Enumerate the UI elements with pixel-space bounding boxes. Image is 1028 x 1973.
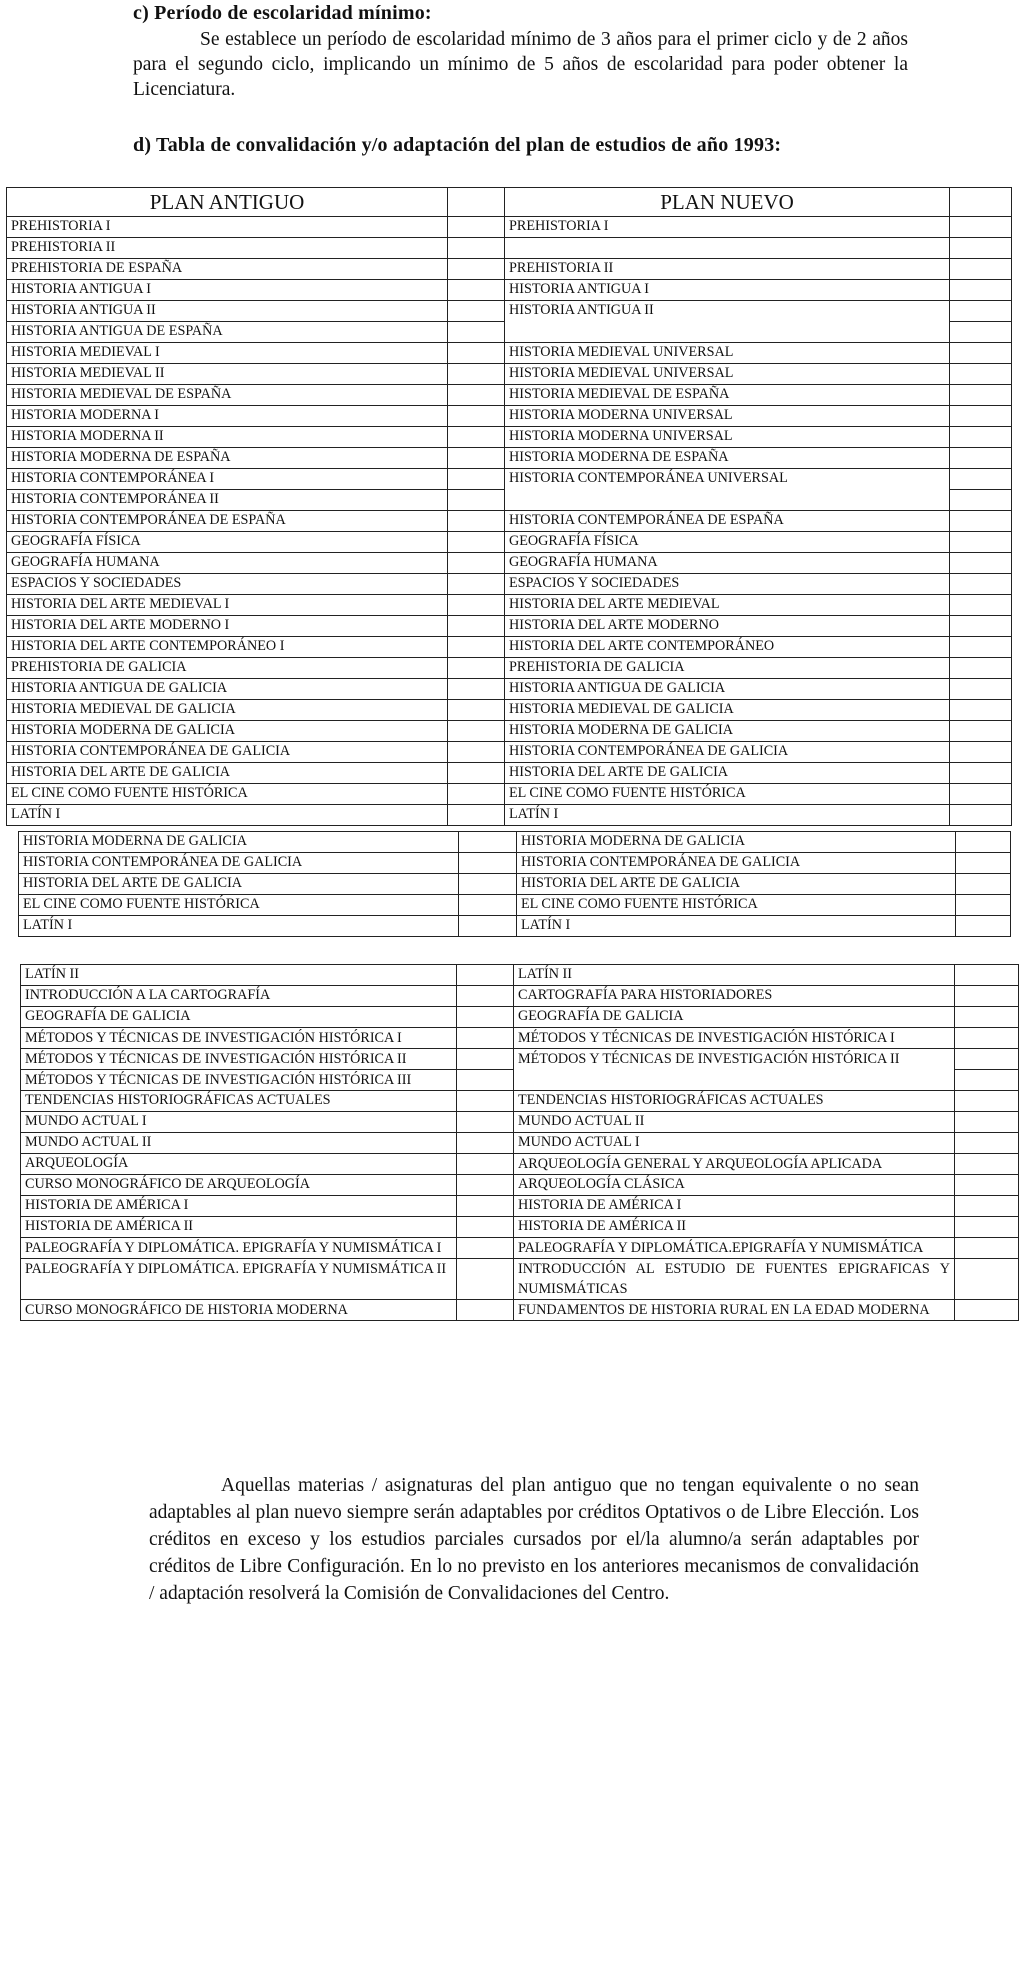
table-row [21, 1049, 1019, 1070]
table-row [19, 853, 1011, 874]
blank-cell [955, 1175, 1019, 1196]
header-blank-cell [448, 188, 505, 217]
blank-cell [955, 1238, 1019, 1259]
old-subject: LATÍN I [19, 916, 459, 937]
new-subject: FUNDAMENTOS DE HISTORIA RURAL EN LA EDAD MODERNA [514, 1300, 955, 1321]
blank-cell [457, 1259, 514, 1300]
new-subject: LATÍN II [514, 965, 955, 986]
table-row [21, 1154, 1019, 1175]
blank-cell [448, 490, 505, 511]
blank-cell [448, 742, 505, 763]
blank-cell [457, 1217, 514, 1238]
new-subject: ARQUEOLOGÍA CLÁSICA [514, 1175, 955, 1196]
old-subject: HISTORIA DEL ARTE DE GALICIA [19, 874, 459, 895]
old-subject: HISTORIA DE AMÉRICA I [21, 1196, 457, 1217]
blank-cell [457, 1238, 514, 1259]
old-subject: HISTORIA DEL ARTE DE GALICIA [7, 763, 448, 784]
old-subject: INTRODUCCIÓN A LA CARTOGRAFÍA [21, 986, 457, 1007]
blank-cell [950, 805, 1012, 826]
blank-cell [950, 448, 1012, 469]
blank-cell [459, 832, 517, 853]
blank-cell [457, 1049, 514, 1070]
table-row [21, 965, 1019, 986]
blank-cell [457, 965, 514, 986]
table-row [7, 721, 1012, 742]
table-row [7, 763, 1012, 784]
old-subject: PREHISTORIA DE GALICIA [7, 658, 448, 679]
old-subject: HISTORIA ANTIGUA I [7, 280, 448, 301]
blank-cell [448, 784, 505, 805]
table-row [21, 1175, 1019, 1196]
blank-cell [955, 1259, 1019, 1300]
table-row [7, 259, 1012, 280]
blank-cell [457, 1175, 514, 1196]
old-subject: HISTORIA CONTEMPORÁNEA II [7, 490, 448, 511]
table-row [19, 832, 1011, 853]
blank-cell [448, 574, 505, 595]
table-header-row [7, 188, 1012, 217]
old-subject: LATÍN II [21, 965, 457, 986]
blank-cell [459, 916, 517, 937]
blank-cell [950, 238, 1012, 259]
old-subject: PALEOGRAFÍA Y DIPLOMÁTICA. EPIGRAFÍA Y NUMISMÁTICA II [21, 1259, 457, 1300]
blank-cell [950, 574, 1012, 595]
blank-cell [448, 280, 505, 301]
blank-cell [457, 986, 514, 1007]
blank-cell [950, 322, 1012, 343]
blank-cell [457, 1300, 514, 1321]
blank-cell [950, 385, 1012, 406]
new-subject: PREHISTORIA DE GALICIA [505, 658, 950, 679]
convalidation-table-main [6, 187, 1012, 826]
blank-cell [457, 1070, 514, 1091]
old-subject: MUNDO ACTUAL I [21, 1112, 457, 1133]
new-subject: HISTORIA DEL ARTE MEDIEVAL [505, 595, 950, 616]
old-subject: HISTORIA CONTEMPORÁNEA DE GALICIA [7, 742, 448, 763]
new-subject: HISTORIA MODERNA DE GALICIA [517, 832, 956, 853]
blank-cell [448, 385, 505, 406]
blank-cell [950, 490, 1012, 511]
new-subject: HISTORIA MODERNA UNIVERSAL [505, 427, 950, 448]
old-subject: GEOGRAFÍA HUMANA [7, 553, 448, 574]
blank-cell [950, 742, 1012, 763]
old-subject: HISTORIA DEL ARTE CONTEMPORÁNEO I [7, 637, 448, 658]
blank-cell [448, 658, 505, 679]
blank-cell [950, 217, 1012, 238]
blank-cell [955, 965, 1019, 986]
blank-cell [448, 406, 505, 427]
table-row [19, 874, 1011, 895]
table-row [7, 385, 1012, 406]
table-row [7, 406, 1012, 427]
table-row [21, 1196, 1019, 1217]
new-subject: HISTORIA DE AMÉRICA I [514, 1196, 955, 1217]
blank-cell [950, 553, 1012, 574]
table-row [7, 511, 1012, 532]
old-subject: HISTORIA MODERNA II [7, 427, 448, 448]
new-subject [505, 238, 950, 259]
blank-cell [955, 1196, 1019, 1217]
blank-cell [950, 406, 1012, 427]
blank-cell [448, 721, 505, 742]
new-subject: GEOGRAFÍA HUMANA [505, 553, 950, 574]
table-row [19, 916, 1011, 937]
blank-cell [956, 832, 1011, 853]
header-plan-antiguo: PLAN ANTIGUO [7, 188, 448, 217]
blank-cell [448, 637, 505, 658]
blank-cell [448, 238, 505, 259]
blank-cell [448, 700, 505, 721]
old-subject: PREHISTORIA I [7, 217, 448, 238]
table-row [21, 1133, 1019, 1154]
old-subject: PALEOGRAFÍA Y DIPLOMÁTICA. EPIGRAFÍA Y NUMISMÁTICA I [21, 1238, 457, 1259]
old-subject: MUNDO ACTUAL II [21, 1133, 457, 1154]
old-subject: HISTORIA DEL ARTE MEDIEVAL I [7, 595, 448, 616]
table-row [7, 679, 1012, 700]
new-subject: ARQUEOLOGÍA GENERAL Y ARQUEOLOGÍA APLICADA [514, 1154, 955, 1175]
new-subject: EL CINE COMO FUENTE HISTÓRICA [517, 895, 956, 916]
new-subject: HISTORIA CONTEMPORÁNEA DE GALICIA [517, 853, 956, 874]
old-subject: HISTORIA CONTEMPORÁNEA DE GALICIA [19, 853, 459, 874]
blank-cell [448, 364, 505, 385]
table-row [7, 427, 1012, 448]
new-subject: GEOGRAFÍA FÍSICA [505, 532, 950, 553]
new-subject: HISTORIA MODERNA DE GALICIA [505, 721, 950, 742]
blank-cell [955, 1133, 1019, 1154]
old-subject: HISTORIA MEDIEVAL DE GALICIA [7, 700, 448, 721]
blank-cell [459, 853, 517, 874]
new-subject: MUNDO ACTUAL II [514, 1112, 955, 1133]
blank-cell [448, 469, 505, 490]
blank-cell [448, 427, 505, 448]
old-subject: HISTORIA MEDIEVAL I [7, 343, 448, 364]
new-subject: CARTOGRAFÍA PARA HISTORIADORES [514, 986, 955, 1007]
blank-cell [950, 679, 1012, 700]
blank-cell [448, 679, 505, 700]
header-plan-nuevo: PLAN NUEVO [505, 188, 950, 217]
table-row [7, 301, 1012, 322]
table-row [7, 448, 1012, 469]
blank-cell [448, 259, 505, 280]
blank-cell [457, 1007, 514, 1028]
new-subject: INTRODUCCIÓN AL ESTUDIO DE FUENTES EPIGRAFICAS Y NUMISMÁTICAS [514, 1259, 955, 1300]
old-subject: LATÍN I [7, 805, 448, 826]
table-row [21, 1238, 1019, 1259]
new-subject: GEOGRAFÍA DE GALICIA [514, 1007, 955, 1028]
new-subject: HISTORIA ANTIGUA DE GALICIA [505, 679, 950, 700]
old-subject: HISTORIA MEDIEVAL DE ESPAÑA [7, 385, 448, 406]
table-row [21, 1007, 1019, 1028]
section-c-body: Se establece un período de escolaridad mínimo de 3 años para el primer ciclo y de 2 años para el segundo ciclo, implicando un mínimo de 5 años de escolaridad para poder obtener la Licenciatura. [133, 29, 908, 100]
table-row [21, 1300, 1019, 1321]
blank-cell [950, 595, 1012, 616]
old-subject: EL CINE COMO FUENTE HISTÓRICA [19, 895, 459, 916]
table-row [7, 238, 1012, 259]
blank-cell [950, 511, 1012, 532]
blank-cell [950, 364, 1012, 385]
table-row [7, 217, 1012, 238]
old-subject: MÉTODOS Y TÉCNICAS DE INVESTIGACIÓN HISTÓRICA II [21, 1049, 457, 1070]
old-subject: GEOGRAFÍA FÍSICA [7, 532, 448, 553]
new-subject: PREHISTORIA I [505, 217, 950, 238]
new-subject: HISTORIA CONTEMPORÁNEA DE GALICIA [505, 742, 950, 763]
table-row [7, 364, 1012, 385]
table-row [21, 1259, 1019, 1300]
old-subject: HISTORIA DE AMÉRICA II [21, 1217, 457, 1238]
blank-cell [950, 616, 1012, 637]
blank-cell [950, 700, 1012, 721]
blank-cell [950, 343, 1012, 364]
table-row [7, 637, 1012, 658]
table-row [7, 658, 1012, 679]
closing-paragraph [149, 1472, 919, 1607]
table-row [7, 784, 1012, 805]
blank-cell [459, 895, 517, 916]
new-subject: HISTORIA DEL ARTE CONTEMPORÁNEO [505, 637, 950, 658]
old-subject: HISTORIA MEDIEVAL II [7, 364, 448, 385]
blank-cell [955, 986, 1019, 1007]
table-row [7, 595, 1012, 616]
blank-cell [955, 1112, 1019, 1133]
blank-cell [955, 1007, 1019, 1028]
new-subject: EL CINE COMO FUENTE HISTÓRICA [505, 784, 950, 805]
old-subject: MÉTODOS Y TÉCNICAS DE INVESTIGACIÓN HISTÓRICA III [21, 1070, 457, 1091]
new-subject: HISTORIA ANTIGUA I [505, 280, 950, 301]
old-subject: CURSO MONOGRÁFICO DE HISTORIA MODERNA [21, 1300, 457, 1321]
new-subject: HISTORIA DEL ARTE DE GALICIA [505, 763, 950, 784]
blank-cell [448, 553, 505, 574]
old-subject: PREHISTORIA DE ESPAÑA [7, 259, 448, 280]
new-subject: HISTORIA DEL ARTE MODERNO [505, 616, 950, 637]
new-subject: MÉTODOS Y TÉCNICAS DE INVESTIGACIÓN HISTÓRICA I [514, 1028, 955, 1049]
blank-cell [950, 427, 1012, 448]
new-subject: HISTORIA CONTEMPORÁNEA UNIVERSAL [505, 469, 950, 511]
blank-cell [956, 874, 1011, 895]
blank-cell [956, 853, 1011, 874]
old-subject: TENDENCIAS HISTORIOGRÁFICAS ACTUALES [21, 1091, 457, 1112]
old-subject: ARQUEOLOGÍA [21, 1154, 457, 1175]
table-row [7, 343, 1012, 364]
convalidation-table-continued [20, 964, 1019, 1321]
blank-cell [955, 1217, 1019, 1238]
old-subject: CURSO MONOGRÁFICO DE ARQUEOLOGÍA [21, 1175, 457, 1196]
old-subject: GEOGRAFÍA DE GALICIA [21, 1007, 457, 1028]
table-row [21, 986, 1019, 1007]
blank-cell [457, 1028, 514, 1049]
blank-cell [955, 1154, 1019, 1175]
new-subject: HISTORIA MODERNA DE ESPAÑA [505, 448, 950, 469]
table-row [21, 1112, 1019, 1133]
new-subject: HISTORIA MEDIEVAL DE GALICIA [505, 700, 950, 721]
table-row [7, 469, 1012, 490]
blank-cell [950, 280, 1012, 301]
blank-cell [448, 511, 505, 532]
old-subject: HISTORIA ANTIGUA DE ESPAÑA [7, 322, 448, 343]
convalidation-table-repeat [18, 831, 1011, 937]
blank-cell [950, 469, 1012, 490]
section-c-heading: c) Período de escolaridad mínimo: [133, 2, 432, 24]
old-subject: HISTORIA CONTEMPORÁNEA I [7, 469, 448, 490]
blank-cell [457, 1133, 514, 1154]
new-subject: HISTORIA DEL ARTE DE GALICIA [517, 874, 956, 895]
new-subject: HISTORIA MEDIEVAL UNIVERSAL [505, 364, 950, 385]
new-subject: LATÍN I [505, 805, 950, 826]
table-row [21, 1217, 1019, 1238]
new-subject: HISTORIA MEDIEVAL DE ESPAÑA [505, 385, 950, 406]
blank-cell [950, 784, 1012, 805]
blank-cell [448, 301, 505, 322]
blank-cell [950, 532, 1012, 553]
new-subject: HISTORIA CONTEMPORÁNEA DE ESPAÑA [505, 511, 950, 532]
new-subject: HISTORIA MEDIEVAL UNIVERSAL [505, 343, 950, 364]
blank-cell [955, 1049, 1019, 1070]
new-subject: TENDENCIAS HISTORIOGRÁFICAS ACTUALES [514, 1091, 955, 1112]
table-row [21, 1028, 1019, 1049]
table-row [21, 1091, 1019, 1112]
section-c-paragraph [133, 27, 908, 102]
old-subject: HISTORIA MODERNA DE GALICIA [7, 721, 448, 742]
blank-cell [950, 259, 1012, 280]
table-row [7, 616, 1012, 637]
old-subject: HISTORIA MODERNA DE ESPAÑA [7, 448, 448, 469]
table-row [7, 574, 1012, 595]
header-blank-cell [950, 188, 1012, 217]
blank-cell [955, 1091, 1019, 1112]
old-subject: EL CINE COMO FUENTE HISTÓRICA [7, 784, 448, 805]
new-subject: MÉTODOS Y TÉCNICAS DE INVESTIGACIÓN HISTÓRICA II [514, 1049, 955, 1091]
new-subject: MUNDO ACTUAL I [514, 1133, 955, 1154]
closing-body: Aquellas materias / asignaturas del plan antiguo que no tengan equivalente o no sean adaptables al plan nuevo siempre serán adaptables por créditos Optativos o de Libre Elección. Los créditos en exceso y los estudios parciales cursados por el/la alumno/a serán adaptables por créditos de Libre Configuración. En lo no previsto en los anteriores mecanismos de convalidación / adaptación resolverá la Comisión de Convalidaciones del Centro. [149, 1475, 919, 1604]
new-subject: HISTORIA ANTIGUA II [505, 301, 950, 343]
blank-cell [955, 1070, 1019, 1091]
old-subject: HISTORIA ANTIGUA II [7, 301, 448, 322]
table-row [7, 532, 1012, 553]
blank-cell [956, 895, 1011, 916]
blank-cell [457, 1154, 514, 1175]
blank-cell [950, 763, 1012, 784]
blank-cell [448, 532, 505, 553]
old-subject: HISTORIA CONTEMPORÁNEA DE ESPAÑA [7, 511, 448, 532]
table-row [7, 742, 1012, 763]
old-subject: PREHISTORIA II [7, 238, 448, 259]
table-row [19, 895, 1011, 916]
blank-cell [448, 322, 505, 343]
blank-cell [950, 637, 1012, 658]
blank-cell [457, 1196, 514, 1217]
blank-cell [950, 658, 1012, 679]
old-subject: HISTORIA MODERNA I [7, 406, 448, 427]
old-subject: HISTORIA DEL ARTE MODERNO I [7, 616, 448, 637]
new-subject: HISTORIA DE AMÉRICA II [514, 1217, 955, 1238]
blank-cell [457, 1091, 514, 1112]
blank-cell [457, 1112, 514, 1133]
old-subject: HISTORIA ANTIGUA DE GALICIA [7, 679, 448, 700]
old-subject: HISTORIA MODERNA DE GALICIA [19, 832, 459, 853]
table-row [7, 805, 1012, 826]
blank-cell [956, 916, 1011, 937]
blank-cell [448, 343, 505, 364]
table-row [7, 700, 1012, 721]
new-subject: ESPACIOS Y SOCIEDADES [505, 574, 950, 595]
blank-cell [950, 721, 1012, 742]
blank-cell [448, 217, 505, 238]
blank-cell [448, 448, 505, 469]
blank-cell [448, 763, 505, 784]
old-subject: ESPACIOS Y SOCIEDADES [7, 574, 448, 595]
blank-cell [955, 1300, 1019, 1321]
new-subject: HISTORIA MODERNA UNIVERSAL [505, 406, 950, 427]
section-d-heading: d) Tabla de convalidación y/o adaptación del plan de estudios de año 1993: [133, 134, 782, 156]
blank-cell [448, 595, 505, 616]
blank-cell [448, 805, 505, 826]
blank-cell [955, 1028, 1019, 1049]
new-subject: PREHISTORIA II [505, 259, 950, 280]
new-subject: LATÍN I [517, 916, 956, 937]
blank-cell [448, 616, 505, 637]
table-row [7, 553, 1012, 574]
table-row [7, 280, 1012, 301]
old-subject: MÉTODOS Y TÉCNICAS DE INVESTIGACIÓN HISTÓRICA I [21, 1028, 457, 1049]
blank-cell [459, 874, 517, 895]
new-subject: PALEOGRAFÍA Y DIPLOMÁTICA.EPIGRAFÍA Y NUMISMÁTICA [514, 1238, 955, 1259]
blank-cell [950, 301, 1012, 322]
